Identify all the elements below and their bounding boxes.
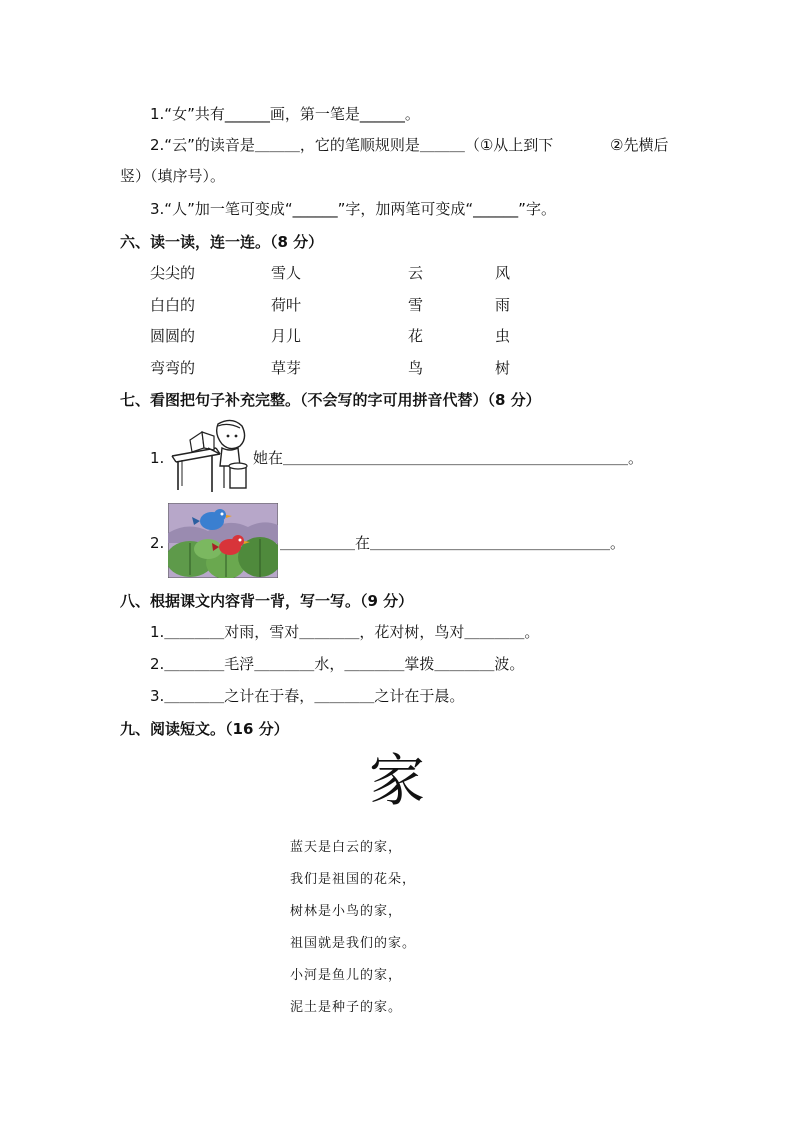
birds-on-leaves-illustration: [168, 503, 278, 578]
poem-title: 家: [369, 749, 425, 814]
poem-line: 树林是小鸟的家，: [290, 904, 403, 919]
poem-line: 蓝天是白云的家，: [290, 840, 403, 855]
section-6-title: 六、读一读，连一连。（8 分）: [120, 233, 324, 251]
poem-line: 祖国就是我们的家。: [290, 936, 417, 951]
question-7-1-text: 她在＿＿＿＿＿＿＿＿＿＿＿＿＿＿＿＿＿＿＿＿＿＿＿。: [253, 449, 644, 467]
match-col2-item: 荷叶: [271, 296, 302, 314]
question-5-3: 3.“人”加一笔可变成“______”字，加两笔可变成“______”字。: [150, 200, 556, 218]
match-col4-item: 雨: [495, 296, 511, 314]
match-col4-item: 树: [495, 359, 511, 377]
question-7-2-number: 2.: [150, 534, 165, 552]
section-9-title: 九、阅读短文。（16 分）: [120, 720, 289, 738]
match-col2-item: 草芽: [271, 359, 302, 377]
question-5-1: 1.“女”共有______画，第一笔是______。: [150, 105, 420, 123]
question-7-1-number: 1.: [150, 449, 165, 467]
match-col1-item: 弯弯的: [150, 359, 196, 377]
match-col3-item: 云: [408, 264, 424, 282]
match-col2-item: 雪人: [271, 264, 302, 282]
match-col1-item: 白白的: [150, 296, 196, 314]
poem-line: 泥土是种子的家。: [290, 1000, 403, 1015]
poem-line: 小河是鱼儿的家，: [290, 968, 403, 983]
question-5-2-option2: ②先横后: [610, 136, 669, 154]
match-col3-item: 鸟: [408, 359, 424, 377]
match-col1-item: 尖尖的: [150, 264, 196, 282]
question-8-1: 1.＿＿＿＿对雨，雪对＿＿＿＿，花对树，鸟对＿＿＿＿。: [150, 623, 540, 641]
question-5-2-line2: 竖）（填序号）。: [120, 167, 226, 185]
match-col3-item: 雪: [408, 296, 424, 314]
section-8-title: 八、根据课文内容背一背，写一写。（9 分）: [120, 592, 414, 610]
match-col1-item: 圆圆的: [150, 327, 196, 345]
match-col3-item: 花: [408, 327, 424, 345]
match-col4-item: 风: [495, 264, 511, 282]
match-col4-item: 虫: [495, 327, 511, 345]
question-8-2: 2.＿＿＿＿毛浮＿＿＿＿水，＿＿＿＿掌拨＿＿＿＿波。: [150, 655, 525, 673]
question-8-3: 3.＿＿＿＿之计在于春，＿＿＿＿之计在于晨。: [150, 687, 465, 705]
girl-reading-illustration: [168, 418, 250, 496]
poem-line: 我们是祖国的花朵，: [290, 872, 417, 887]
question-5-2-line1: 2.“云”的读音是＿＿＿，它的笔顺规则是＿＿＿（①从上到下: [150, 136, 554, 154]
match-col2-item: 月儿: [271, 327, 302, 345]
question-7-2-text: ＿＿＿＿＿在＿＿＿＿＿＿＿＿＿＿＿＿＿＿＿＿。: [280, 534, 626, 552]
section-7-title: 七、看图把句子补充完整。（不会写的字可用拼音代替）（8 分）: [120, 391, 541, 409]
